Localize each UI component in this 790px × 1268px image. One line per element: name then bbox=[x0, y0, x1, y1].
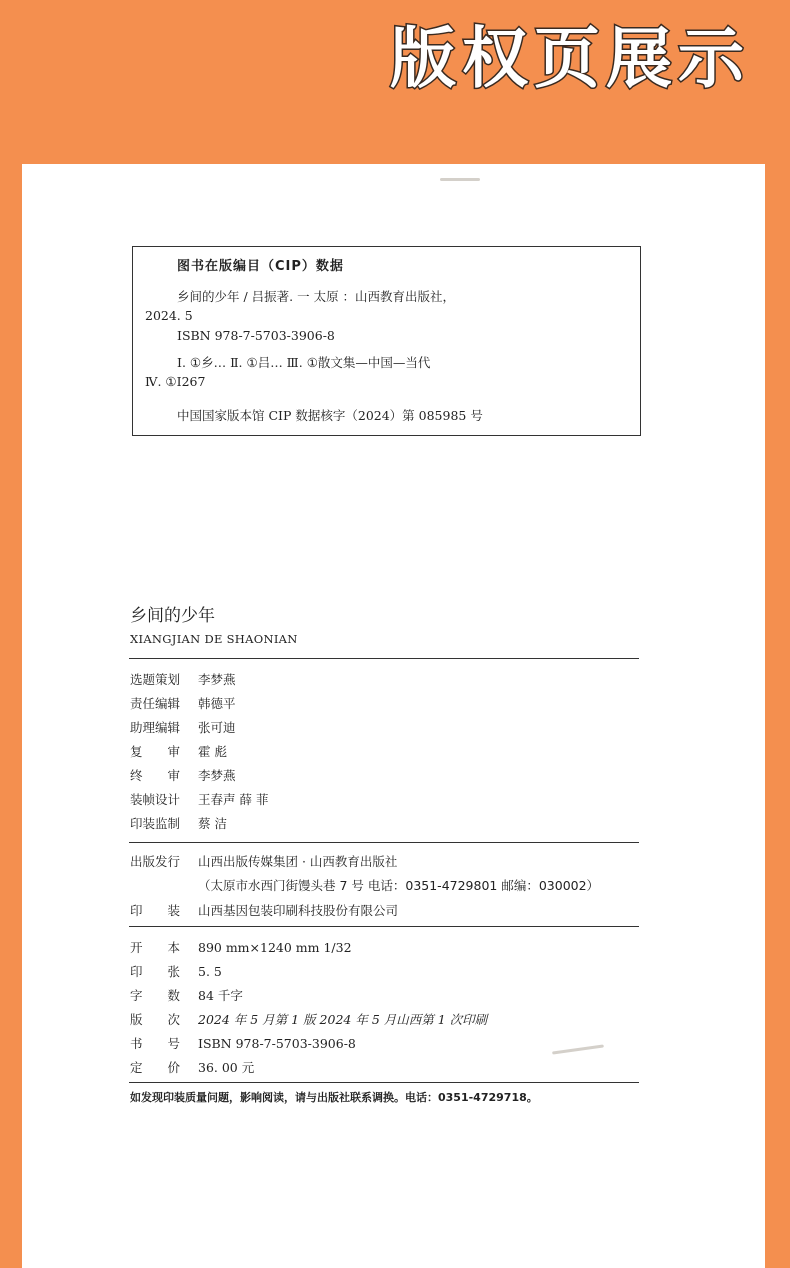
divider bbox=[129, 926, 639, 927]
credit-row: 选题策划 李梦燕 bbox=[130, 672, 236, 687]
scan-smudge bbox=[440, 178, 480, 181]
cip-line: 2024. 5 bbox=[145, 308, 193, 323]
banner-title: 版权页展示 bbox=[390, 20, 750, 97]
divider bbox=[129, 842, 639, 843]
credit-row: 印装监制 蔡 洁 bbox=[130, 816, 227, 831]
cip-line: Ⅳ. ①I267 bbox=[145, 374, 206, 389]
spec-row: 版 次 2024 年 5 月第 1 版 2024 年 5 月山西第 1 次印刷 bbox=[130, 1012, 488, 1027]
credit-row: 助理编辑 张可迪 bbox=[130, 720, 236, 735]
cip-line: 乡间的少年 / 吕振著. 一 太原 ：山西教育出版社， bbox=[177, 289, 456, 304]
credit-row: 责任编辑 韩德平 bbox=[130, 696, 236, 711]
cip-line: 中国国家版本馆 CIP 数据核字（2024）第 085985 号 bbox=[177, 408, 483, 423]
cip-data-box bbox=[132, 246, 641, 436]
copyright-page bbox=[22, 164, 765, 1268]
cip-line: ISBN 978-7-5703-3906-8 bbox=[177, 328, 335, 343]
quality-notice: 如发现印装质量问题，影响阅读，请与出版社联系调换。电话：0351-4729718。 bbox=[130, 1091, 538, 1104]
divider bbox=[129, 1082, 639, 1083]
spec-row: 书 号 ISBN 978-7-5703-3906-8 bbox=[130, 1036, 356, 1051]
book-title: 乡间的少年 bbox=[130, 606, 215, 626]
divider bbox=[129, 658, 639, 659]
publisher-address: （太原市水西门街馒头巷 7 号 电话：0351-4729801 邮编：030002） bbox=[198, 878, 600, 893]
credit-row: 装帧设计 王春声 薛 菲 bbox=[130, 792, 269, 807]
top-banner bbox=[0, 0, 790, 164]
cip-title: 图书在版编目（CIP）数据 bbox=[177, 259, 344, 274]
spec-row: 开 本 890 mm×1240 mm 1/32 bbox=[130, 940, 352, 955]
credit-row: 终 审 李梦燕 bbox=[130, 768, 236, 783]
spec-row: 印 张 5. 5 bbox=[130, 964, 222, 979]
scan-smudge bbox=[552, 1044, 604, 1054]
credit-row: 复 审 霍 彪 bbox=[130, 744, 227, 759]
book-pinyin: XIANGJIAN DE SHAONIAN bbox=[130, 632, 298, 646]
cip-line: Ⅰ. ①乡… Ⅱ. ①吕… Ⅲ. ①散文集—中国—当代 bbox=[177, 355, 431, 370]
publisher-row: 出版发行 山西出版传媒集团 · 山西教育出版社 bbox=[130, 854, 398, 869]
spec-row: 定 价 36. 00 元 bbox=[130, 1060, 255, 1075]
printer-row: 印 装 山西基因包装印刷科技股份有限公司 bbox=[130, 903, 399, 918]
spec-row: 字 数 84 千字 bbox=[130, 988, 243, 1003]
